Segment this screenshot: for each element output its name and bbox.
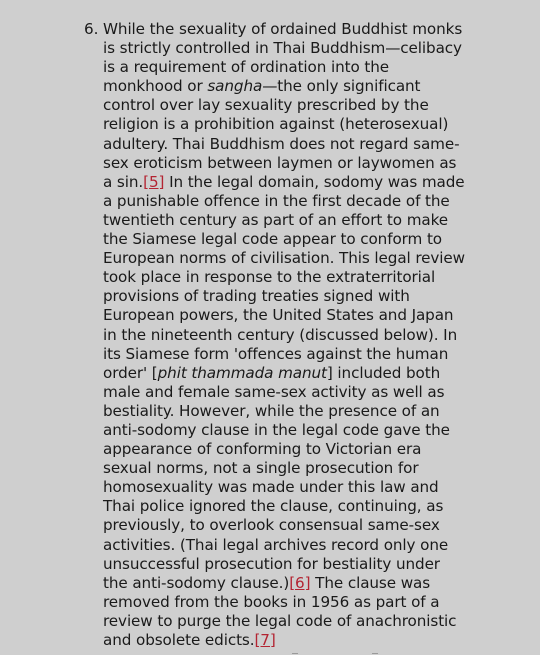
footnote-link-7[interactable]: [7]	[254, 631, 276, 649]
footnote-link-5[interactable]: [5]	[143, 172, 165, 191]
paragraph-text	[103, 20, 469, 650]
page-bottom-edge	[0, 651, 540, 655]
cut-off-text-mark	[292, 653, 298, 654]
paragraph-number: 6.	[84, 20, 99, 38]
cut-off-text-mark	[372, 653, 378, 654]
text-segment: ] included both male and female same-sex activity as well as bestiality. However, while the presence of an anti-sodomy clause in the legal code gave the appearance of conforming to Victorian era sexual norms, not a single prosecution for homosexuality was made under this law and Thai police ignored the clause, continuing, as previously, to overlook consensual same-sex activities. (Thai legal archives record only one unsuccessful prosecution for bestiality under the anti-sodomy clause.)	[103, 363, 450, 592]
italic-term-phit-thammada-manut: phit thammada manut	[157, 363, 327, 382]
text-segment: The clause was removed from the books in 1956 as part of a review to purge the legal code of anachronistic and obsolete edicts.	[103, 573, 457, 649]
footnote-link-6[interactable]: [6]	[289, 573, 311, 592]
text-segment: —the only significant control over lay sexuality prescribed by the religion is a prohibition against (heterosexual) adultery. Thai Buddhism does not regard same-sex eroticism between laymen or laywomen as a sin.	[103, 77, 460, 191]
text-segment: In the legal domain, sodomy was made a punishable offence in the first decade of the twentieth century as part of an effort to make the Siamese legal code appear to conform to European norms of civilisation. This legal review took place in response to the extraterritorial provisions of trading treaties signed with European powers, the United States and Japan in the nineteenth century (discussed below). In its Siamese form 'offences against the human order' [	[103, 172, 465, 382]
numbered-paragraph	[84, 20, 469, 650]
italic-term-sangha: sangha	[207, 77, 263, 96]
text-segment: While the sexuality of ordained Buddhist monks is strictly controlled in Thai Buddhism—celibacy is a requirement of ordination into the monkhood or	[103, 20, 463, 96]
